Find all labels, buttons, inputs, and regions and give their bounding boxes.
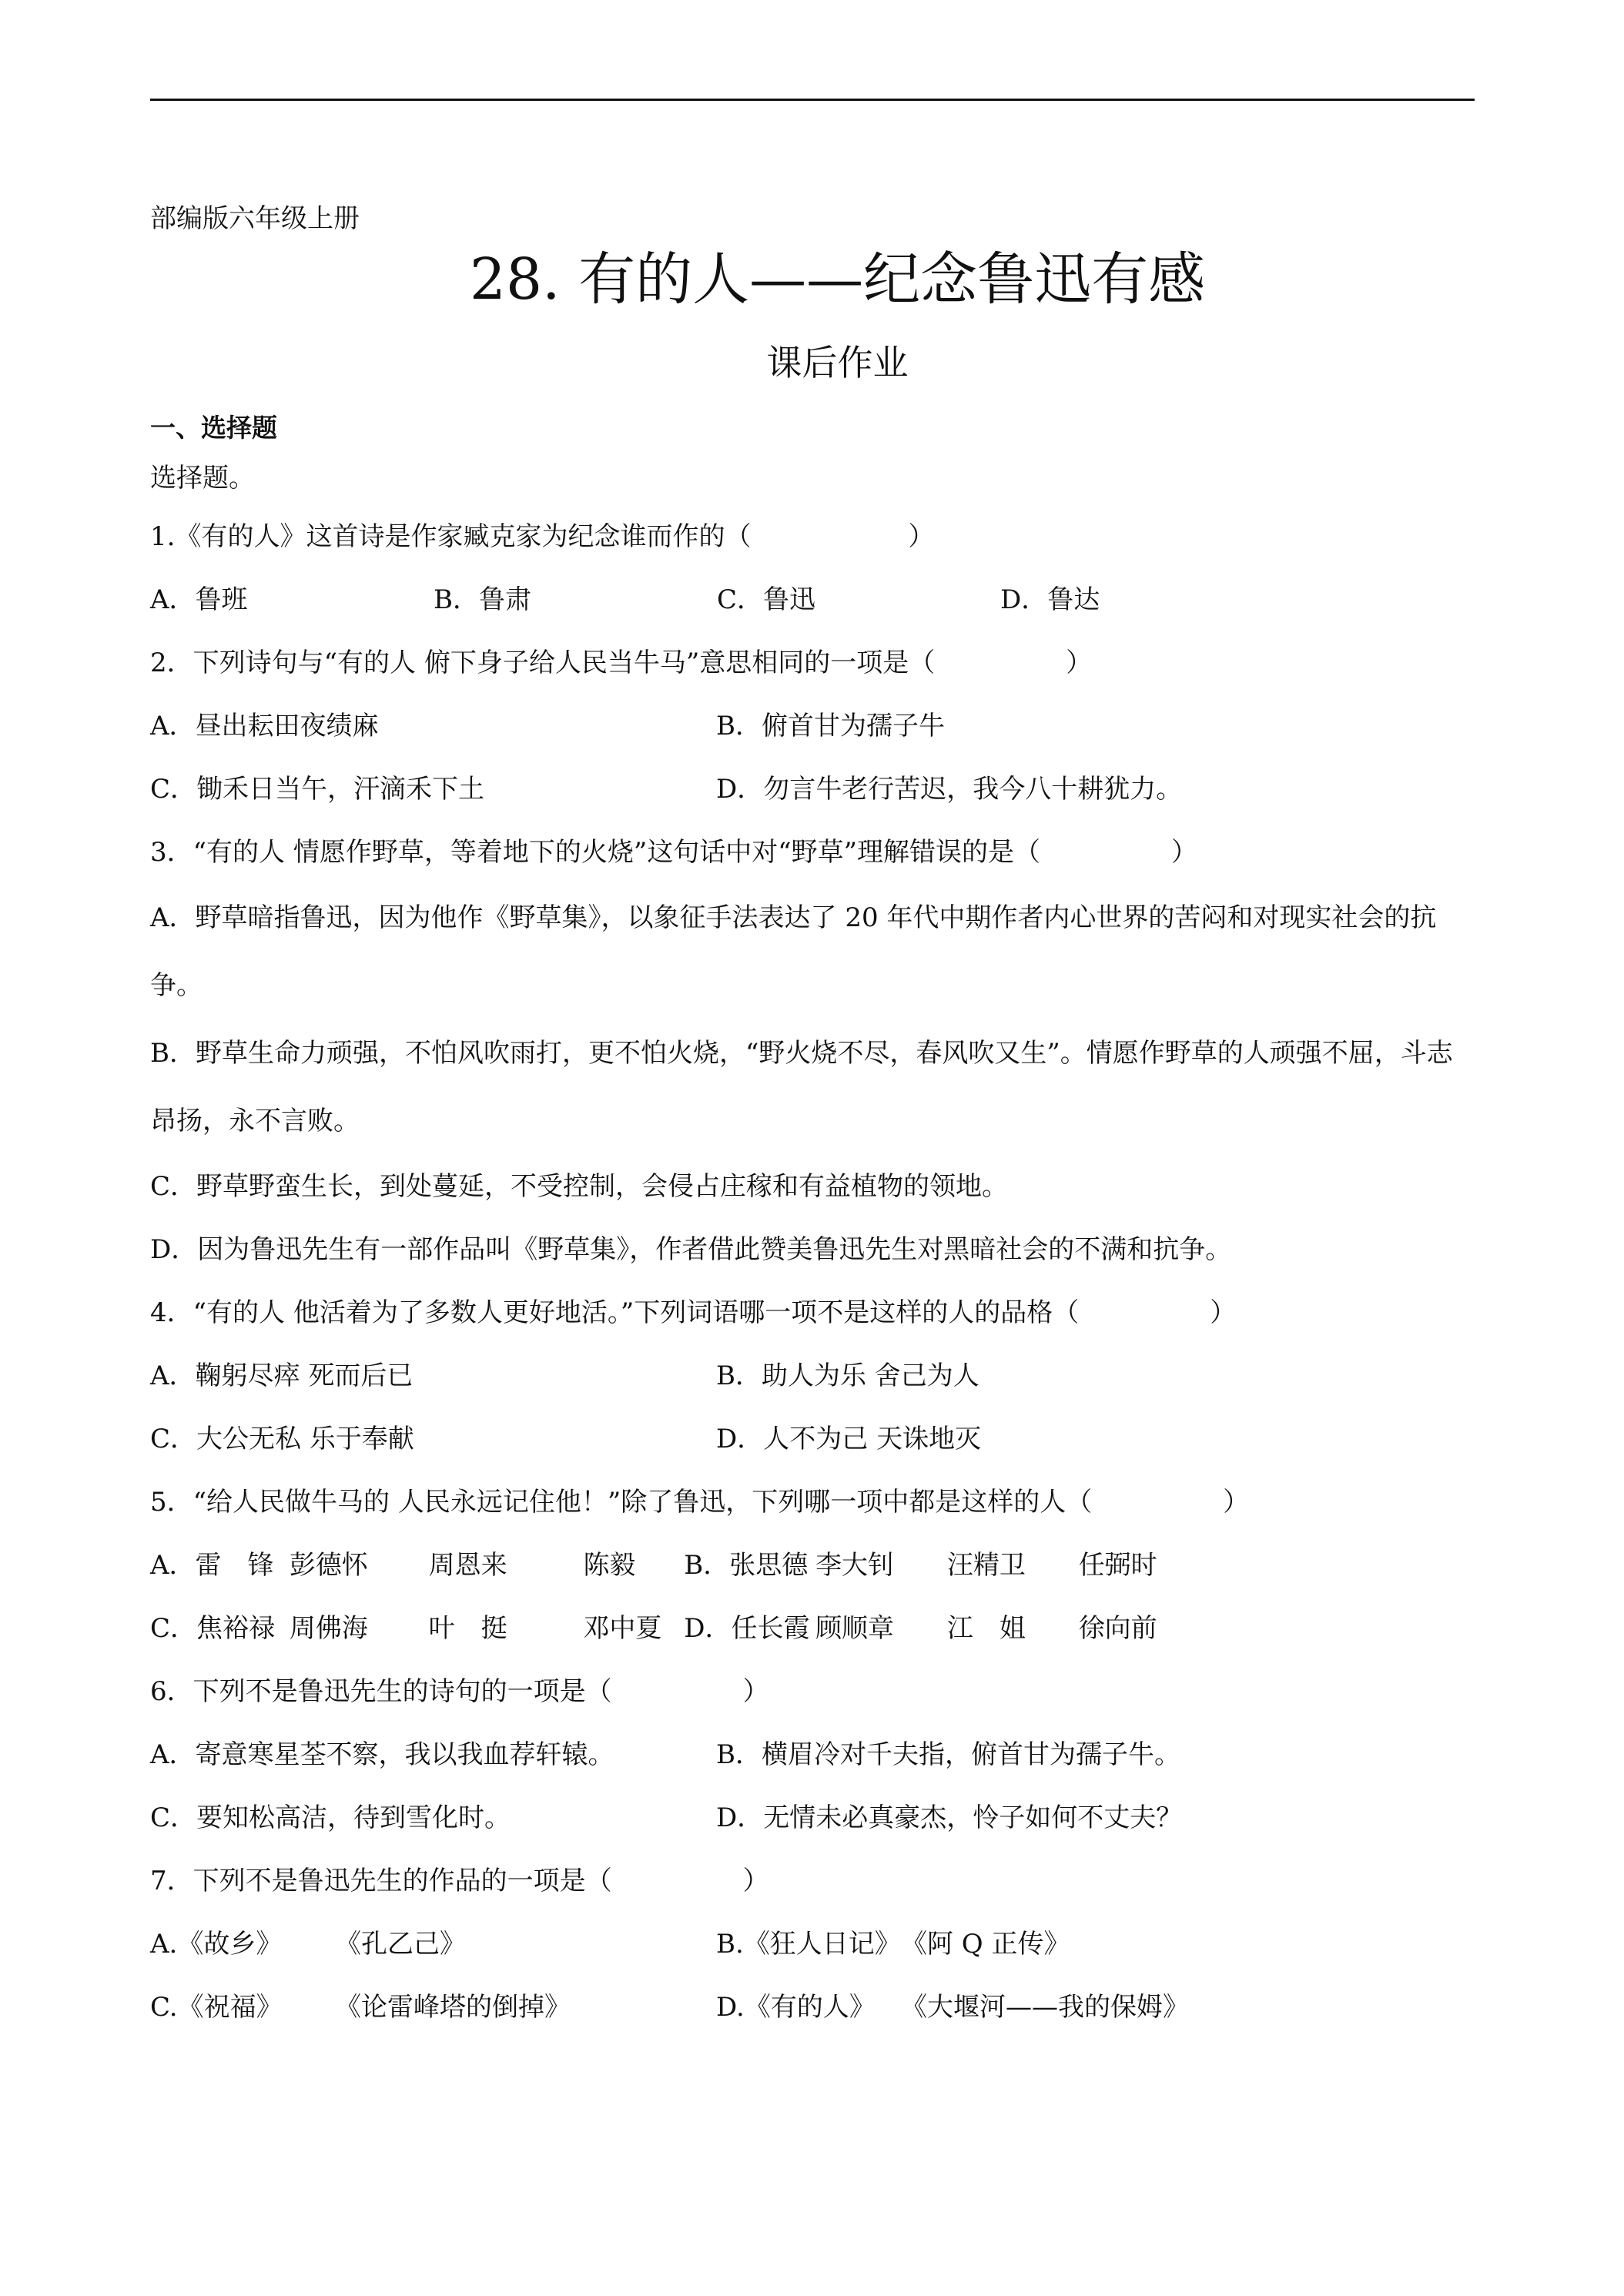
- question-6-stem: 6．下列不是鲁迅先生的诗句的一项是（ ）: [150, 1676, 769, 1707]
- question-7-options-row-1: [150, 1913, 1478, 1976]
- option-c-work-2: 《论雷峰塔的倒掉》: [335, 1992, 571, 2023]
- option-a-work-2: 《孔乙己》: [335, 1929, 466, 1960]
- option-b-work-1: B.《狂人日记》: [716, 1929, 901, 1960]
- option-d-name-4: 徐向前: [1078, 1613, 1157, 1644]
- option-d-work-2: 《大堰河——我的保姆》: [901, 1992, 1189, 2023]
- section-heading: 一、选择题: [150, 413, 277, 443]
- question-7-stem: 7．下列不是鲁迅先生的作品的一项是（ ）: [150, 1866, 769, 1896]
- option-b: B．助人为乐 舍己为人: [716, 1361, 979, 1391]
- option-c-name-1: C．焦裕禄: [150, 1613, 276, 1644]
- question-7-options-row-2: [150, 1976, 1478, 2039]
- question-5-options-row-1: [150, 1534, 1478, 1597]
- option-b-name-3: 汪精卫: [946, 1550, 1026, 1581]
- question-2-options-row-2: [150, 758, 1478, 821]
- section-intro: 选择题。: [150, 463, 255, 494]
- option-c-work-1: C.《祝福》: [150, 1992, 283, 2023]
- question-1-stem: 1.《有的人》这首诗是作家臧克家为纪念谁而作的（ ）: [150, 521, 935, 552]
- option-b: B．野草生命力顽强，不怕风吹雨打，更不怕火烧，“野火烧不尽，春风吹又生”。情愿作野草的人顽强不屈，斗志昂扬，永不言败。: [150, 1038, 1453, 1136]
- option-d-work-1: D.《有的人》: [716, 1992, 876, 2023]
- option-b: B．鲁肃: [434, 584, 531, 615]
- option-d-name-2: 顾顺章: [815, 1613, 895, 1644]
- option-b: B．俯首甘为孺子牛: [716, 711, 945, 741]
- question-4-stem: 4．“有的人 他活着为了多数人更好地活。”下列词语哪一项不是这样的人的品格（ ）: [150, 1297, 1237, 1328]
- option-d-group: [716, 1976, 1282, 2039]
- option-d: D．因为鲁迅先生有一部作品叫《野草集》，作者借此赞美鲁迅先生对黑暗社会的不满和抗争。: [150, 1234, 1232, 1265]
- question-5-options-row-2: [150, 1597, 1478, 1660]
- question-3-stem: 3．“有的人 情愿作野草，等着地下的火烧”这句话中对“野草”理解错误的是（ ）: [150, 837, 1197, 868]
- question-6-options-row-2: [150, 1786, 1478, 1849]
- option-b-group: [716, 1913, 1282, 1976]
- option-c: C．野草野蛮生长，到处蔓延，不受控制，会侵占庄稼和有益植物的领地。: [150, 1171, 1009, 1202]
- option-a: A．昼出耘田夜绩麻: [150, 711, 379, 741]
- option-a-group: [150, 1913, 716, 1976]
- option-d: D．人不为己 天诛地灭: [716, 1424, 982, 1454]
- option-a: A．野草暗指鲁迅，因为他作《野草集》，以象征手法表达了 20 年代中期作者内心世界的苦闷和对现实社会的抗争。: [150, 902, 1437, 1001]
- option-c-group: [150, 1976, 716, 2039]
- option-b-name-4: 任弼时: [1078, 1550, 1157, 1581]
- question-5-stem: 5．“给人民做牛马的 人民永远记住他！”除了鲁迅，下列哪一项中都是这样的人（ ）: [150, 1487, 1250, 1518]
- edition-label: 部编版六年级上册: [150, 203, 360, 234]
- question-2-stem: 2．下列诗句与“有的人 俯下身子给人民当牛马”意思相同的一项是（ ）: [150, 648, 1093, 678]
- worksheet-content: [150, 199, 1478, 2039]
- option-a: A．鞠躬尽瘁 死而后已: [150, 1361, 414, 1391]
- option-a: A．鲁班: [150, 584, 248, 615]
- option-d: D．无情未必真豪杰，怜子如何不丈夫？: [716, 1802, 1183, 1833]
- option-a-name-4: 陈毅: [583, 1550, 636, 1581]
- option-a-name-1: A．雷 锋: [150, 1550, 274, 1581]
- option-c-name-3: 叶 挺: [428, 1613, 507, 1644]
- option-a-work-1: A.《故乡》: [150, 1929, 283, 1960]
- option-b-name-1: B．张思德: [684, 1550, 809, 1581]
- option-c-name-2: 周佛海: [289, 1613, 368, 1644]
- option-c: C．要知松高洁，待到雪化时。: [150, 1802, 511, 1833]
- option-d-name-1: D．任长霞: [684, 1613, 810, 1644]
- option-c: C．锄禾日当午，汗滴禾下土: [150, 774, 485, 805]
- option-a-name-2: 彭德怀: [289, 1550, 368, 1581]
- lesson-subtitle: 课后作业: [766, 342, 909, 383]
- option-b-name-2: 李大钊: [815, 1550, 895, 1581]
- question-4-options-row-1: [150, 1344, 1478, 1407]
- question-4-options-row-2: [150, 1407, 1478, 1471]
- option-b: B．横眉冷对千夫指，俯首甘为孺子牛。: [716, 1739, 1180, 1770]
- option-c: C．大公无私 乐于奉献: [150, 1424, 414, 1454]
- question-1-options: [150, 568, 1478, 631]
- header-rule: [150, 99, 1475, 101]
- option-d: D．鲁达: [1000, 584, 1100, 615]
- question-2-options-row-1: [150, 694, 1478, 758]
- option-a: A．寄意寒星荃不察，我以我血荐轩辕。: [150, 1739, 614, 1770]
- option-d: D．勿言牛老行苦迟，我今八十耕犹力。: [716, 774, 1183, 805]
- option-d-name-3: 江 姐: [946, 1613, 1026, 1644]
- option-a-name-3: 周恩来: [428, 1550, 507, 1581]
- lesson-title: 28. 有的人——纪念鲁迅有感: [469, 246, 1206, 313]
- option-c-name-4: 邓中夏: [583, 1613, 662, 1644]
- option-b-work-2: 《阿 Q 正传》: [901, 1929, 1070, 1960]
- question-6-options-row-1: [150, 1723, 1478, 1786]
- option-c: C．鲁迅: [717, 584, 816, 615]
